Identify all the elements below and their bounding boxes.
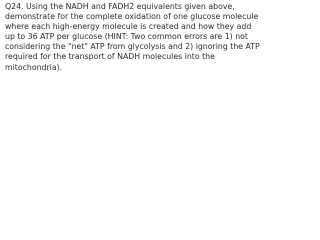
question-line: mitochondria). [5, 62, 63, 72]
question-line: considering the "net" ATP from glycolysis and 2) ignoring the ATP [5, 42, 260, 52]
question-line: where each high-energy molecule is created and how they add [5, 22, 252, 32]
question-line: required for the transport of NADH molecules into the [5, 52, 215, 62]
question-line: demonstrate for the complete oxidation of one glucose molecule [5, 12, 259, 22]
question-text [5, 2, 260, 73]
question-line: up to 36 ATP per glucose (HINT: Two common errors are 1) not [5, 32, 248, 42]
question-line: Q24. Using the NADH and FADH2 equivalents given above, [5, 2, 235, 11]
